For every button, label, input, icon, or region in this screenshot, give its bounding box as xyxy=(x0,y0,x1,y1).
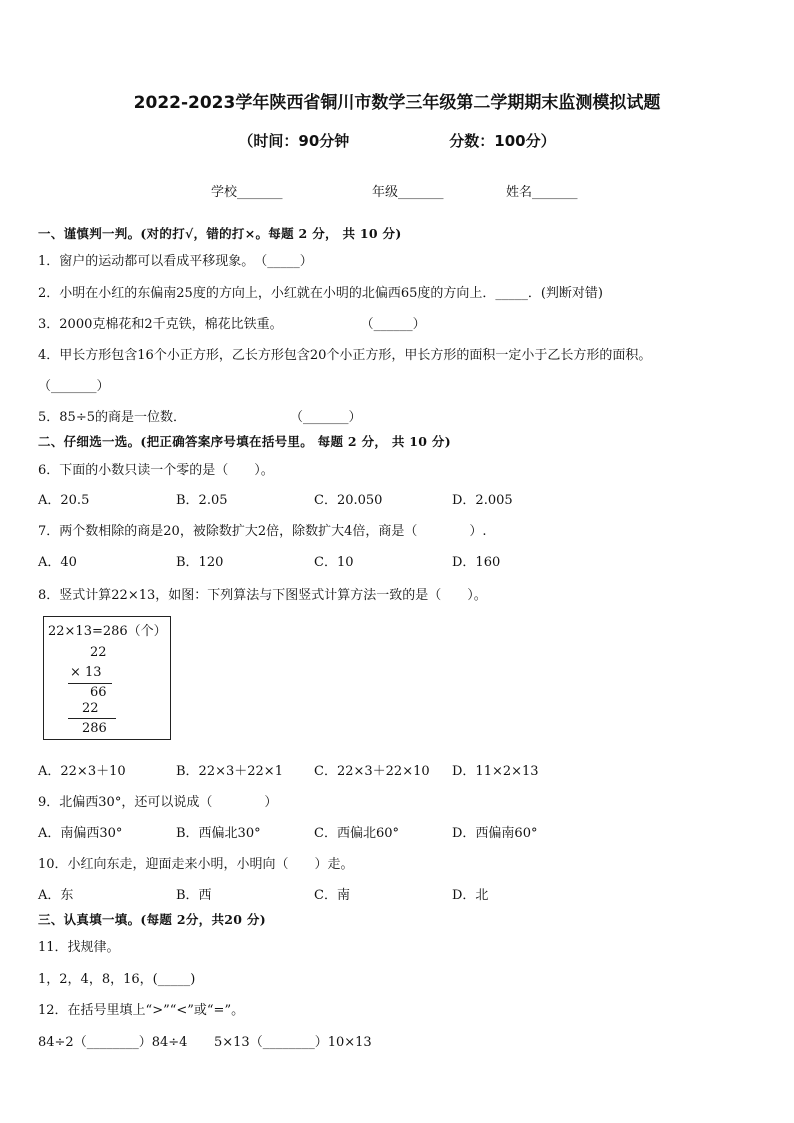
question-8: 8．竖式计算22×13，如图：下列算法与下图竖式计算方法一致的是（ ）。 xyxy=(38,588,487,603)
figure-header: 22×13=286（个） xyxy=(48,624,167,639)
q10-option-b: B．西 xyxy=(176,888,212,903)
q9-option-b: B．西偏北30° xyxy=(176,826,261,841)
question-6: 6．下面的小数只读一个零的是（ ）。 xyxy=(38,463,274,478)
figure-row-1: 22 xyxy=(90,645,107,660)
q6-option-a: A．20.5 xyxy=(38,493,90,508)
q10-option-d: D．北 xyxy=(452,888,489,903)
q8-option-c: C．22×3＋22×10 xyxy=(314,764,430,779)
section-2-heading: 二、仔细选一选。(把正确答案序号填在括号里。 每题 2 分， 共 10 分) xyxy=(38,434,451,449)
question-11: 11．找规律。 xyxy=(38,940,120,955)
question-2: 2．小明在小红的东偏南25度的方向上，小红就在小明的北偏西65度的方向上．_____．(判断对错) xyxy=(38,286,603,301)
question-4-blank: （_______） xyxy=(38,379,110,394)
question-9: 9．北偏西30°，还可以说成（ ） xyxy=(38,795,278,810)
question-10: 10．小红向东走，迎面走来小明，小明向（ ）走。 xyxy=(38,857,354,872)
question-12: 12．在括号里填上“>”“<”或“=”。 xyxy=(38,1003,245,1018)
time-label: （时间：90分钟 xyxy=(238,132,350,150)
q10-option-a: A．东 xyxy=(38,888,74,903)
school-field: 学校_______ xyxy=(211,185,283,200)
question-5: 5．85÷5的商是一位数． （_______） xyxy=(38,410,362,425)
q8-option-b: B．22×3＋22×1 xyxy=(176,764,283,779)
q9-option-a: A．南偏西30° xyxy=(38,826,123,841)
question-4: 4．甲长方形包含16个小正方形，乙长方形包含20个小正方形，甲长方形的面积一定小于乙长方形的面积。 xyxy=(38,348,652,363)
question-12-compare-a: 84÷2（________）84÷4 xyxy=(38,1035,188,1050)
q10-option-c: C．南 xyxy=(314,888,350,903)
name-field: 姓名_______ xyxy=(506,185,578,200)
q9-option-c: C．西偏北60° xyxy=(314,826,399,841)
q7-option-b: B．120 xyxy=(176,555,224,570)
figure-row-3: 66 xyxy=(90,685,107,700)
q7-option-c: C．10 xyxy=(314,555,354,570)
question-3: 3．2000克棉花和2千克铁，棉花比铁重。 （______） xyxy=(38,317,426,332)
q7-option-d: D．160 xyxy=(452,555,501,570)
figure-rule-1 xyxy=(68,683,112,684)
section-3-heading: 三、认真填一填。(每题 2分，共20 分) xyxy=(38,912,266,927)
exam-meta xyxy=(0,130,794,151)
q6-option-b: B．2.05 xyxy=(176,493,228,508)
question-7: 7．两个数相除的商是20，被除数扩大2倍，除数扩大4倍，商是（ ）. xyxy=(38,524,487,539)
q6-option-c: C．20.050 xyxy=(314,493,383,508)
q9-option-d: D．西偏南60° xyxy=(452,826,538,841)
figure-row-4: 22 xyxy=(82,701,99,716)
q8-option-d: D．11×2×13 xyxy=(452,764,539,779)
figure-row-2: × 13 xyxy=(70,665,102,680)
vertical-multiplication-figure xyxy=(43,616,171,740)
figure-rule-2 xyxy=(68,718,116,719)
figure-row-5: 286 xyxy=(82,721,107,736)
question-1: 1．窗户的运动都可以看成平移现象。 （_____） xyxy=(38,254,313,269)
q7-option-a: A．40 xyxy=(38,555,77,570)
q6-option-d: D．2.005 xyxy=(452,493,513,508)
grade-field: 年级_______ xyxy=(372,185,444,200)
q8-option-a: A．22×3＋10 xyxy=(38,764,126,779)
section-1-heading: 一、谨慎判一判。(对的打√，错的打×。每题 2 分， 共 10 分) xyxy=(38,226,402,241)
score-label: 分数：100分） xyxy=(449,132,556,150)
page-title: 2022-2023学年陕西省铜川市数学三年级第二学期期末监测模拟试题 xyxy=(133,93,661,113)
question-12-compare-b: 5×13（________）10×13 xyxy=(214,1035,372,1050)
question-11-sequence: 1，2，4，8，16，(_____) xyxy=(38,972,196,987)
